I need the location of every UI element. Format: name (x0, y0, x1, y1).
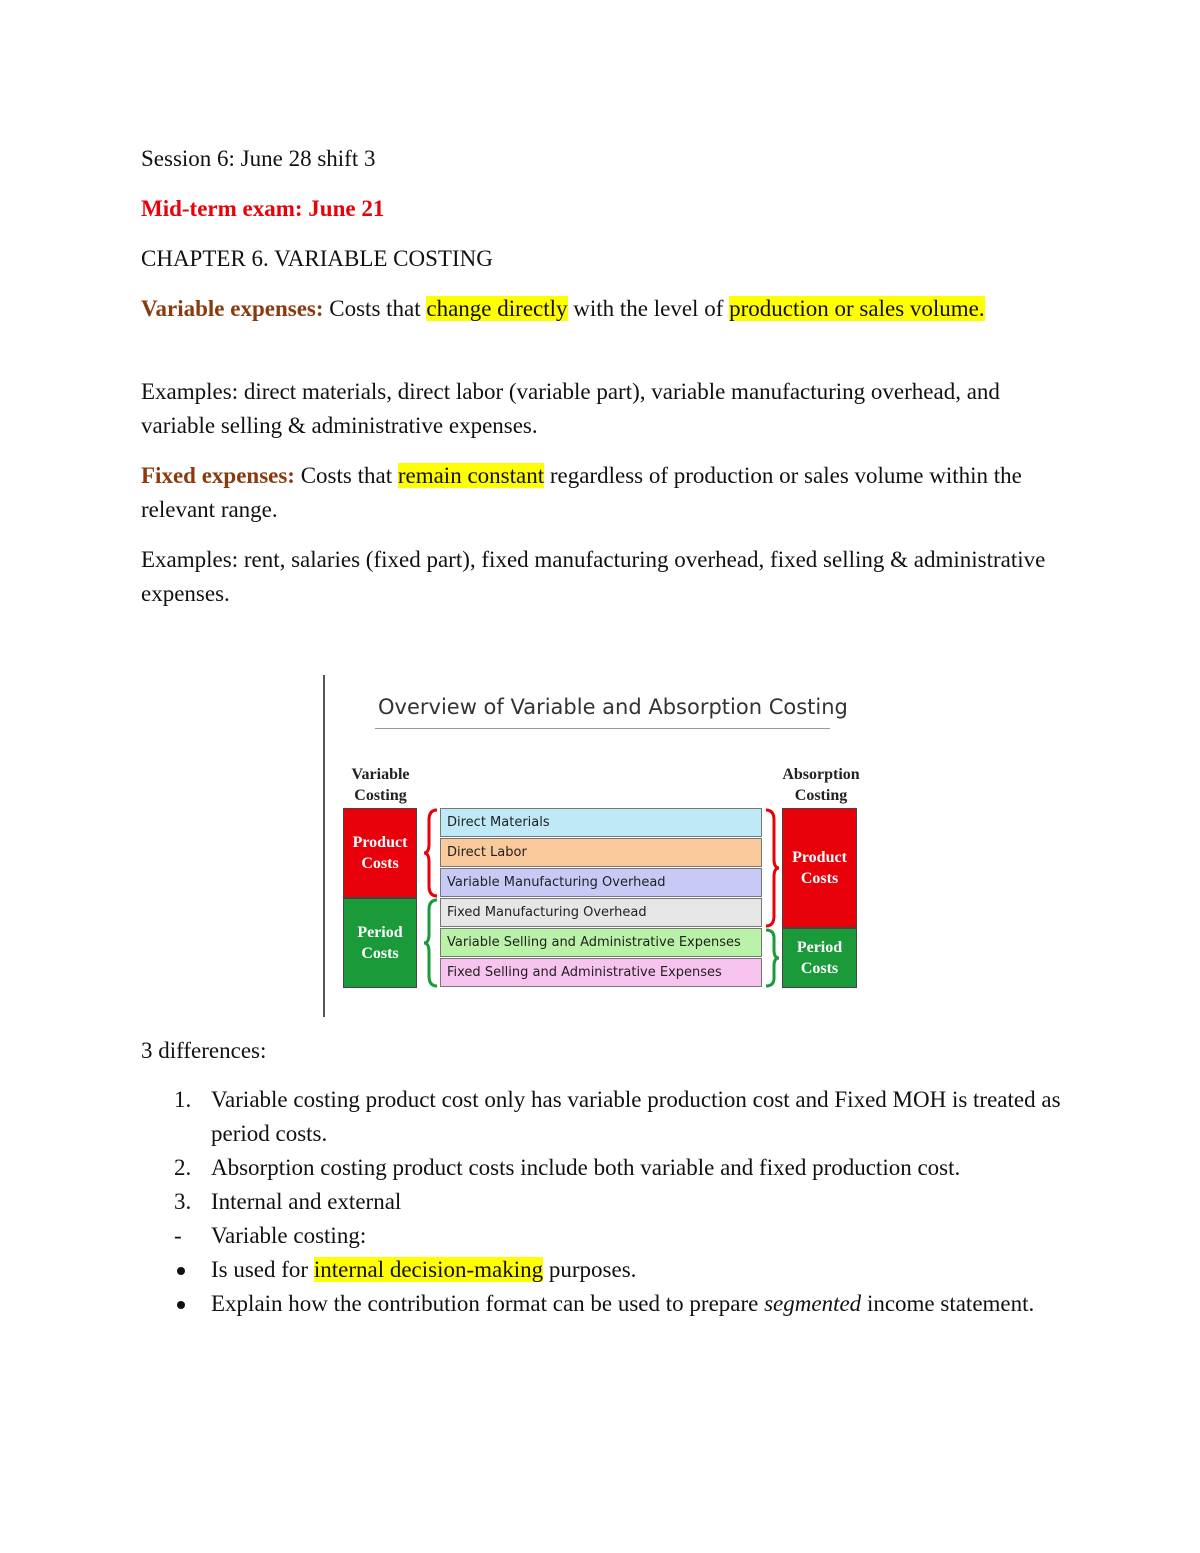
bullet-icon (177, 1267, 185, 1275)
variable-examples: Examples: direct materials, direct labor (variable part), variable manufacturing overhead, and variable selling & administrative expenses. (141, 379, 1000, 438)
list-marker: 1. (174, 1087, 192, 1112)
row-direct-labor: Direct Labor (440, 838, 762, 867)
bullet-item (141, 1253, 1071, 1287)
right-product-costs-box (782, 808, 857, 928)
differences-list (141, 1083, 1071, 1321)
list-marker: 2. (174, 1155, 192, 1180)
figure-title: Overview of Variable and Absorption Costing (378, 695, 848, 719)
absorption-costing-header (771, 764, 871, 806)
variable-text-2: with the level of (567, 296, 730, 321)
list-marker: 3. (174, 1189, 192, 1214)
variable-costing-header (338, 764, 423, 806)
variable-expenses-paragraph (141, 292, 1071, 326)
list-item-text: Variable costing product cost only has variable production cost and Fixed MOH is treated as period costs. (211, 1087, 1061, 1146)
list-item-text: Variable costing: (211, 1223, 367, 1248)
absorption-costing-header-line1: Absorption (782, 766, 860, 783)
row-fixed-moh: Fixed Manufacturing Overhead (440, 898, 762, 927)
highlight-change-directly: change directly (426, 296, 568, 321)
left-product-brace (423, 808, 441, 898)
row-direct-materials: Direct Materials (440, 808, 762, 837)
figure-title-underline (375, 728, 830, 729)
fixed-expenses-label: Fixed expenses: (141, 463, 295, 488)
italic-segmented: segmented (764, 1291, 862, 1316)
right-product-line2: Costs (800, 870, 839, 887)
variable-text-1: Costs that (323, 296, 427, 321)
highlight-production-volume: production or sales volume. (729, 296, 985, 321)
variable-costing-header-line2: Costing (354, 787, 407, 804)
list-item-text: Internal and external (211, 1189, 402, 1214)
highlight-internal-decision-making: internal decision-making (313, 1257, 544, 1282)
fixed-text-1: Costs that (294, 463, 398, 488)
list-item-text: Absorption costing product costs include both variable and fixed production cost. (211, 1155, 961, 1180)
list-item (141, 1219, 1071, 1253)
right-period-line1: Period (796, 939, 843, 956)
left-period-line1: Period (357, 924, 403, 941)
list-item (141, 1185, 1071, 1219)
right-product-brace (763, 808, 781, 928)
list-item (141, 1083, 1071, 1151)
highlight-remain-constant: remain constant (397, 463, 545, 488)
right-product-line1: Product (792, 849, 847, 866)
chapter-title: CHAPTER 6. VARIABLE COSTING (141, 246, 493, 271)
figure-left-rule (323, 675, 325, 1017)
bullet2-text-1: Explain how the contribution format can be used to prepare (211, 1291, 765, 1316)
right-period-line2: Costs (800, 960, 839, 977)
absorption-costing-header-line2: Costing (794, 787, 848, 804)
left-period-costs-box (343, 898, 417, 988)
left-period-line2: Costs (361, 945, 399, 962)
left-product-costs-box (343, 808, 417, 898)
bullet1-text-1: Is used for (211, 1257, 314, 1282)
fixed-examples: Examples: rent, salaries (fixed part), fixed manufacturing overhead, fixed selling & administrative expenses. (141, 547, 1046, 606)
bullet-icon (177, 1301, 185, 1309)
row-variable-sga: Variable Selling and Administrative Expenses (440, 928, 762, 957)
left-period-brace (423, 898, 441, 988)
differences-title: 3 differences: (141, 1038, 267, 1063)
variable-costing-header-line1: Variable (351, 766, 410, 783)
costing-overview-figure (323, 675, 876, 1017)
right-period-costs-box (782, 928, 857, 988)
list-marker: - (174, 1223, 182, 1248)
session-line: Session 6: June 28 shift 3 (141, 146, 376, 171)
fixed-expenses-paragraph (141, 459, 1071, 527)
row-fixed-sga: Fixed Selling and Administrative Expenses (440, 958, 762, 987)
bullet-item (141, 1287, 1071, 1321)
bullet2-text-2: income statement. (861, 1291, 1035, 1316)
left-product-line1: Product (352, 834, 408, 851)
bullet1-text-2: purposes. (543, 1257, 637, 1282)
left-product-line2: Costs (361, 855, 399, 872)
right-period-brace (763, 928, 781, 988)
variable-expenses-label: Variable expenses: (141, 296, 324, 321)
row-variable-moh: Variable Manufacturing Overhead (440, 868, 762, 897)
list-item (141, 1151, 1071, 1185)
midterm-line: Mid-term exam: June 21 (141, 196, 385, 221)
fixed-text-2: regardless of production or sales volume within the relevant range. (141, 463, 1022, 522)
